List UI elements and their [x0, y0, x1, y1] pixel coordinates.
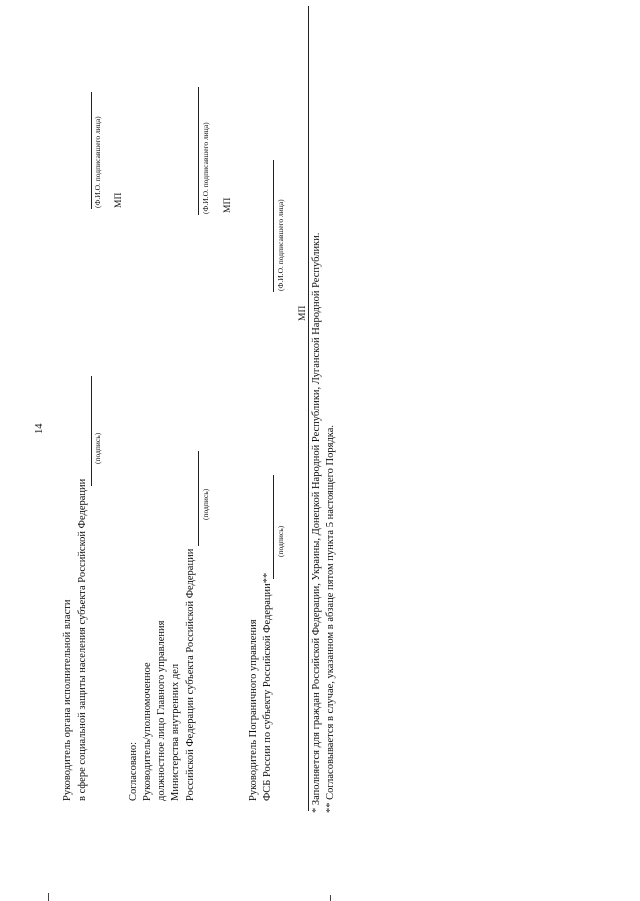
mvd-signature-caption: (подпись) — [201, 488, 210, 520]
mvd-fio-line — [198, 87, 199, 215]
head-title-line1: Руководитель органа исполнительной власти — [62, 599, 73, 801]
mvd-stamp-label: МП — [223, 197, 233, 213]
head-fio-caption: (Ф.И.О. подписавшего лица) — [93, 116, 102, 208]
fsb-signature-caption: (подпись) — [276, 525, 285, 557]
head-title-line2: в сфере социальной защиты населения субъекта Российской Федерации — [77, 478, 88, 801]
mvd-title-line2: должностное лицо Главного управления — [156, 620, 167, 801]
mvd-signature-line — [198, 451, 199, 546]
scan-edge-mark — [330, 895, 331, 901]
fsb-fio-caption: (Ф.И.О. подписавшего лица) — [276, 199, 285, 291]
head-signature-caption: (подпись) — [93, 432, 102, 464]
head-fio-line — [91, 92, 92, 209]
mvd-title-line4: Российской Федерации субъекта Российской Федерации — [185, 548, 196, 801]
fsb-fio-line — [273, 160, 274, 292]
footnote-2: ** Согласовывается в случае, указанном в абзаце пятом пункта 5 настоящего Порядка. — [325, 424, 336, 813]
head-signature-line — [91, 376, 92, 486]
mvd-title-line1: Руководитель/уполномоченное — [142, 662, 153, 801]
mvd-title-line3: Министерства внутренних дел — [170, 663, 181, 801]
fsb-stamp-label: МП — [298, 305, 308, 321]
footnote-separator — [308, 6, 309, 811]
page-number: 14 — [34, 423, 45, 434]
fsb-signature-line — [273, 475, 274, 579]
scan-edge-mark — [48, 893, 49, 901]
fsb-title-line2: ФСБ России по субъекту Российской Федерации** — [262, 572, 273, 801]
mvd-fio-caption: (Ф.И.О. подписавшего лица) — [201, 122, 210, 214]
footnote-1: * Заполняется для граждан Российской Федерации, Украины, Донецкой Народной Республики, Луганской Народной Республики. — [311, 232, 322, 813]
mvd-agreed-label: Согласовано: — [128, 741, 139, 801]
head-stamp-label: МП — [114, 192, 124, 208]
fsb-title-line1: Руководитель Пограничного управления — [248, 619, 259, 801]
